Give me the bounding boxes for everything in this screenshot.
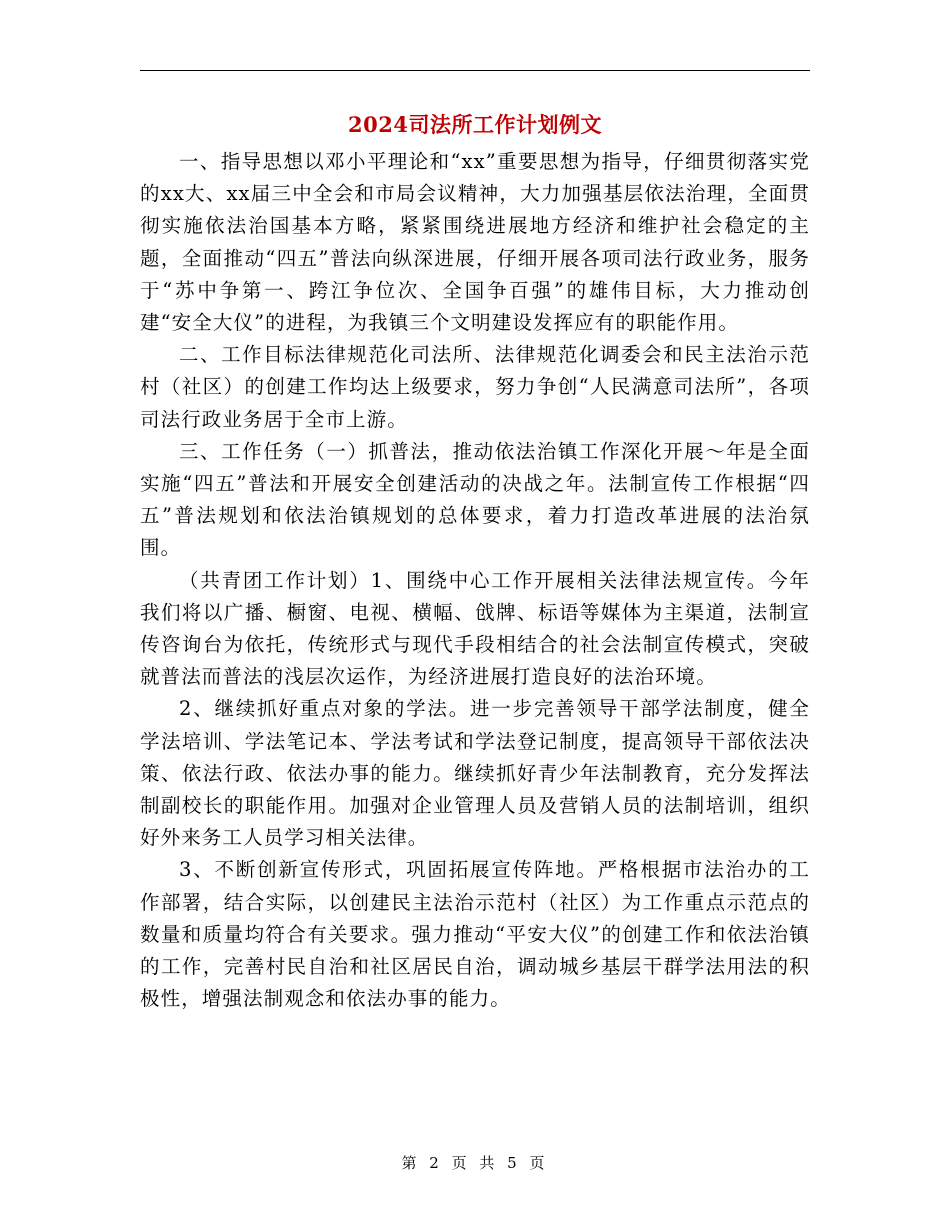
document-title: 2024司法所工作计划例文	[348, 112, 602, 137]
paragraph-work-goals: 二、工作目标法律规范化司法所、法律规范化调委会和民主法治示范村（社区）的创建工作均达上级要求，努力争创“人民满意司法所”，各项司法行政业务居于全市上游。	[140, 343, 810, 431]
header-rule	[140, 70, 810, 71]
paragraph-guiding-ideology: 一、指导思想以邓小平理论和“xx”重要思想为指导，仔细贯彻落实党的xx大、xx届三中全会和市局会议精神，大力加强基层依法治理，全面贯彻实施依法治国基本方略，紧紧围绕进展地方经济和维护社会稳定的主题，全面推动“四五”普法向纵深进展，仔细开展各项司法行政业务，服务于“苏中争第一、跨江争位次、全国争百强”的雄伟目标，大力推动创建“安全大仪”的进程，为我镇三个文明建设发挥应有的职能作用。	[140, 150, 810, 335]
paragraph-task-2: 2、继续抓好重点对象的学法。进一步完善领导干部学法制度，健全学法培训、学法笔记本、学法考试和学法登记制度，提高领导干部依法决策、依法行政、依法办事的能力。继续抓好青少年法制教育，充分发挥法制副校长的职能作用。加强对企业管理人员及营销人员的法制培训，组织好外来务工人员学习相关法律。	[140, 697, 810, 850]
document-body	[140, 146, 810, 1015]
paragraph-task-1: （共青团工作计划）1、围绕中心工作开展相关法律法规宣传。今年我们将以广播、橱窗、电视、横幅、戗牌、标语等媒体为主渠道，法制宣传咨询台为依托，传统形式与现代手段相结合的社会法制宣传模式，突破就普法而普法的浅层次运作，为经济进展打造良好的法治环境。	[140, 568, 810, 689]
paragraph-task-3: 3、不断创新宣传形式，巩固拓展宣传阵地。严格根据市法治办的工作部署，结合实际，以创建民主法治示范村（社区）为工作重点示范点的数量和质量均符合有关要求。强力推动“平安大仪”的创建工作和依法治镇的工作，完善村民自治和社区居民自治，调动城乡基层干群学法用法的积极性，增强法制观念和依法办事的能力。	[140, 858, 810, 1011]
paragraph-work-tasks: 三、工作任务（一）抓普法，推动依法治镇工作深化开展～年是全面实施“四五”普法和开展安全创建活动的决战之年。法制宣传工作根据“四五”普法规划和依法治镇规划的总体要求，着力打造改革进展的法治氛围。	[140, 439, 810, 560]
page-number-footer: 第 2 页 共 5 页	[401, 1154, 549, 1172]
